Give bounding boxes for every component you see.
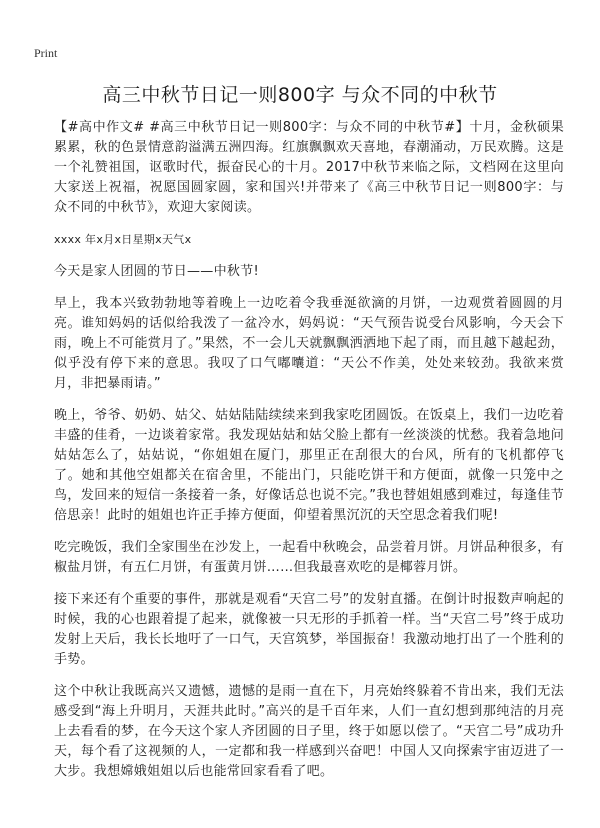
- article-paragraph: 吃完晚饭，我们全家围坐在沙发上，一起看中秋晚会，品尝着月饼。月饼品种很多，有椒盐月饼，有五仁月饼，有蛋黄月饼……但我最喜欢吃的是椰蓉月饼。: [54, 540, 564, 575]
- diary-date-line: xxxx 年x月x日星期x天气x: [54, 233, 192, 246]
- article-paragraph: 这个中秋让我既高兴又遗憾，遗憾的是雨一直在下，月亮始终躲着不肯出来，我们无法感受到“海上升明月，天涯共此时。”高兴的是千百年来，人们一直幻想到那纯洁的月亮上去看看的梦，在今天这个家人齐团圆的日子里，终于如愿以偿了。“天宫二号”成功升天，每个看了这视频的人，一定都和我一样感到兴奋吧！中国人又向探索宇宙迈进了一大步。我想嫦娥姐姐以后也能常回家看看了吧。: [54, 684, 564, 779]
- print-link[interactable]: Print: [34, 46, 58, 60]
- intro-paragraph: 【#高中作文# #高三中秋节日记一则800字：与众不同的中秋节#】十月，金秋硕果累累，秋的色景情意韵溢满五洲四海。红旗飘飘欢天喜地，春潮涌动，万民欢腾。这是一个礼赞祖国，讴歌时代，振奋民心的十月。2017中秋节来临之际，文档网在这里向大家送上祝福，祝愿国圆家圆，家和国兴!并带来了《高三中秋节日记一则800字：与众不同的中秋节》，欢迎大家阅读。: [54, 120, 564, 215]
- article-paragraph: 早上，我本兴致勃勃地等着晚上一边吃着令我垂涎欲滴的月饼，一边观赏着圆圆的月亮。谁知妈妈的话似给我泼了一盆冷水，妈妈说：“天气预告说受台风影响，今天会下雨，晚上不可能赏月了。”果然，不一会儿天就飘飘洒洒地下起了雨，而且越下越起劲，似乎没有停下来的意思。我叹了口气嘟囔道：“天公不作美，处处来较劲。我欲来赏月，非把暴雨请。”: [54, 296, 564, 391]
- page-title: 高三中秋节日记一则800字 与众不同的中秋节: [102, 84, 498, 106]
- article-body: [54, 118, 564, 794]
- article-paragraph: 晚上，爷爷、奶奶、姑父、姑姑陆陆续续来到我家吃团圆饭。在饭桌上，我们一边吃着丰盛的佳肴，一边谈着家常。我发现姑姑和姑父脸上都有一丝淡淡的忧愁。我着急地问姑姑怎么了，姑姑说，“你姐姐在厦门，那里正在刮很大的台风，所有的飞机都停飞了。她和其他空姐都关在宿舍里，不能出门，只能吃饼干和方便面，就像一只笼中之鸟，发回来的短信一条接着一条，好像话总也说不完。”我也替姐姐感到难过，每逢佳节倍思亲！此时的姐姐也许正手捧方便面，仰望着黑沉沉的天空思念着我们呢!: [54, 408, 564, 523]
- article-paragraph: 接下来还有个重要的事件，那就是观看“天宫二号”的发射直播。在倒计时报数声响起的时候，我的心也跟着提了起来，就像被一只无形的手抓着一样。当“天宫二号”终于成功发射上天后，我长长地吁了一口气，天宫筑梦，举国振奋！我激动地打出了一个胜利的手势。: [54, 592, 564, 667]
- article-paragraph: 今天是家人团圆的节日——中秋节!: [54, 264, 260, 279]
